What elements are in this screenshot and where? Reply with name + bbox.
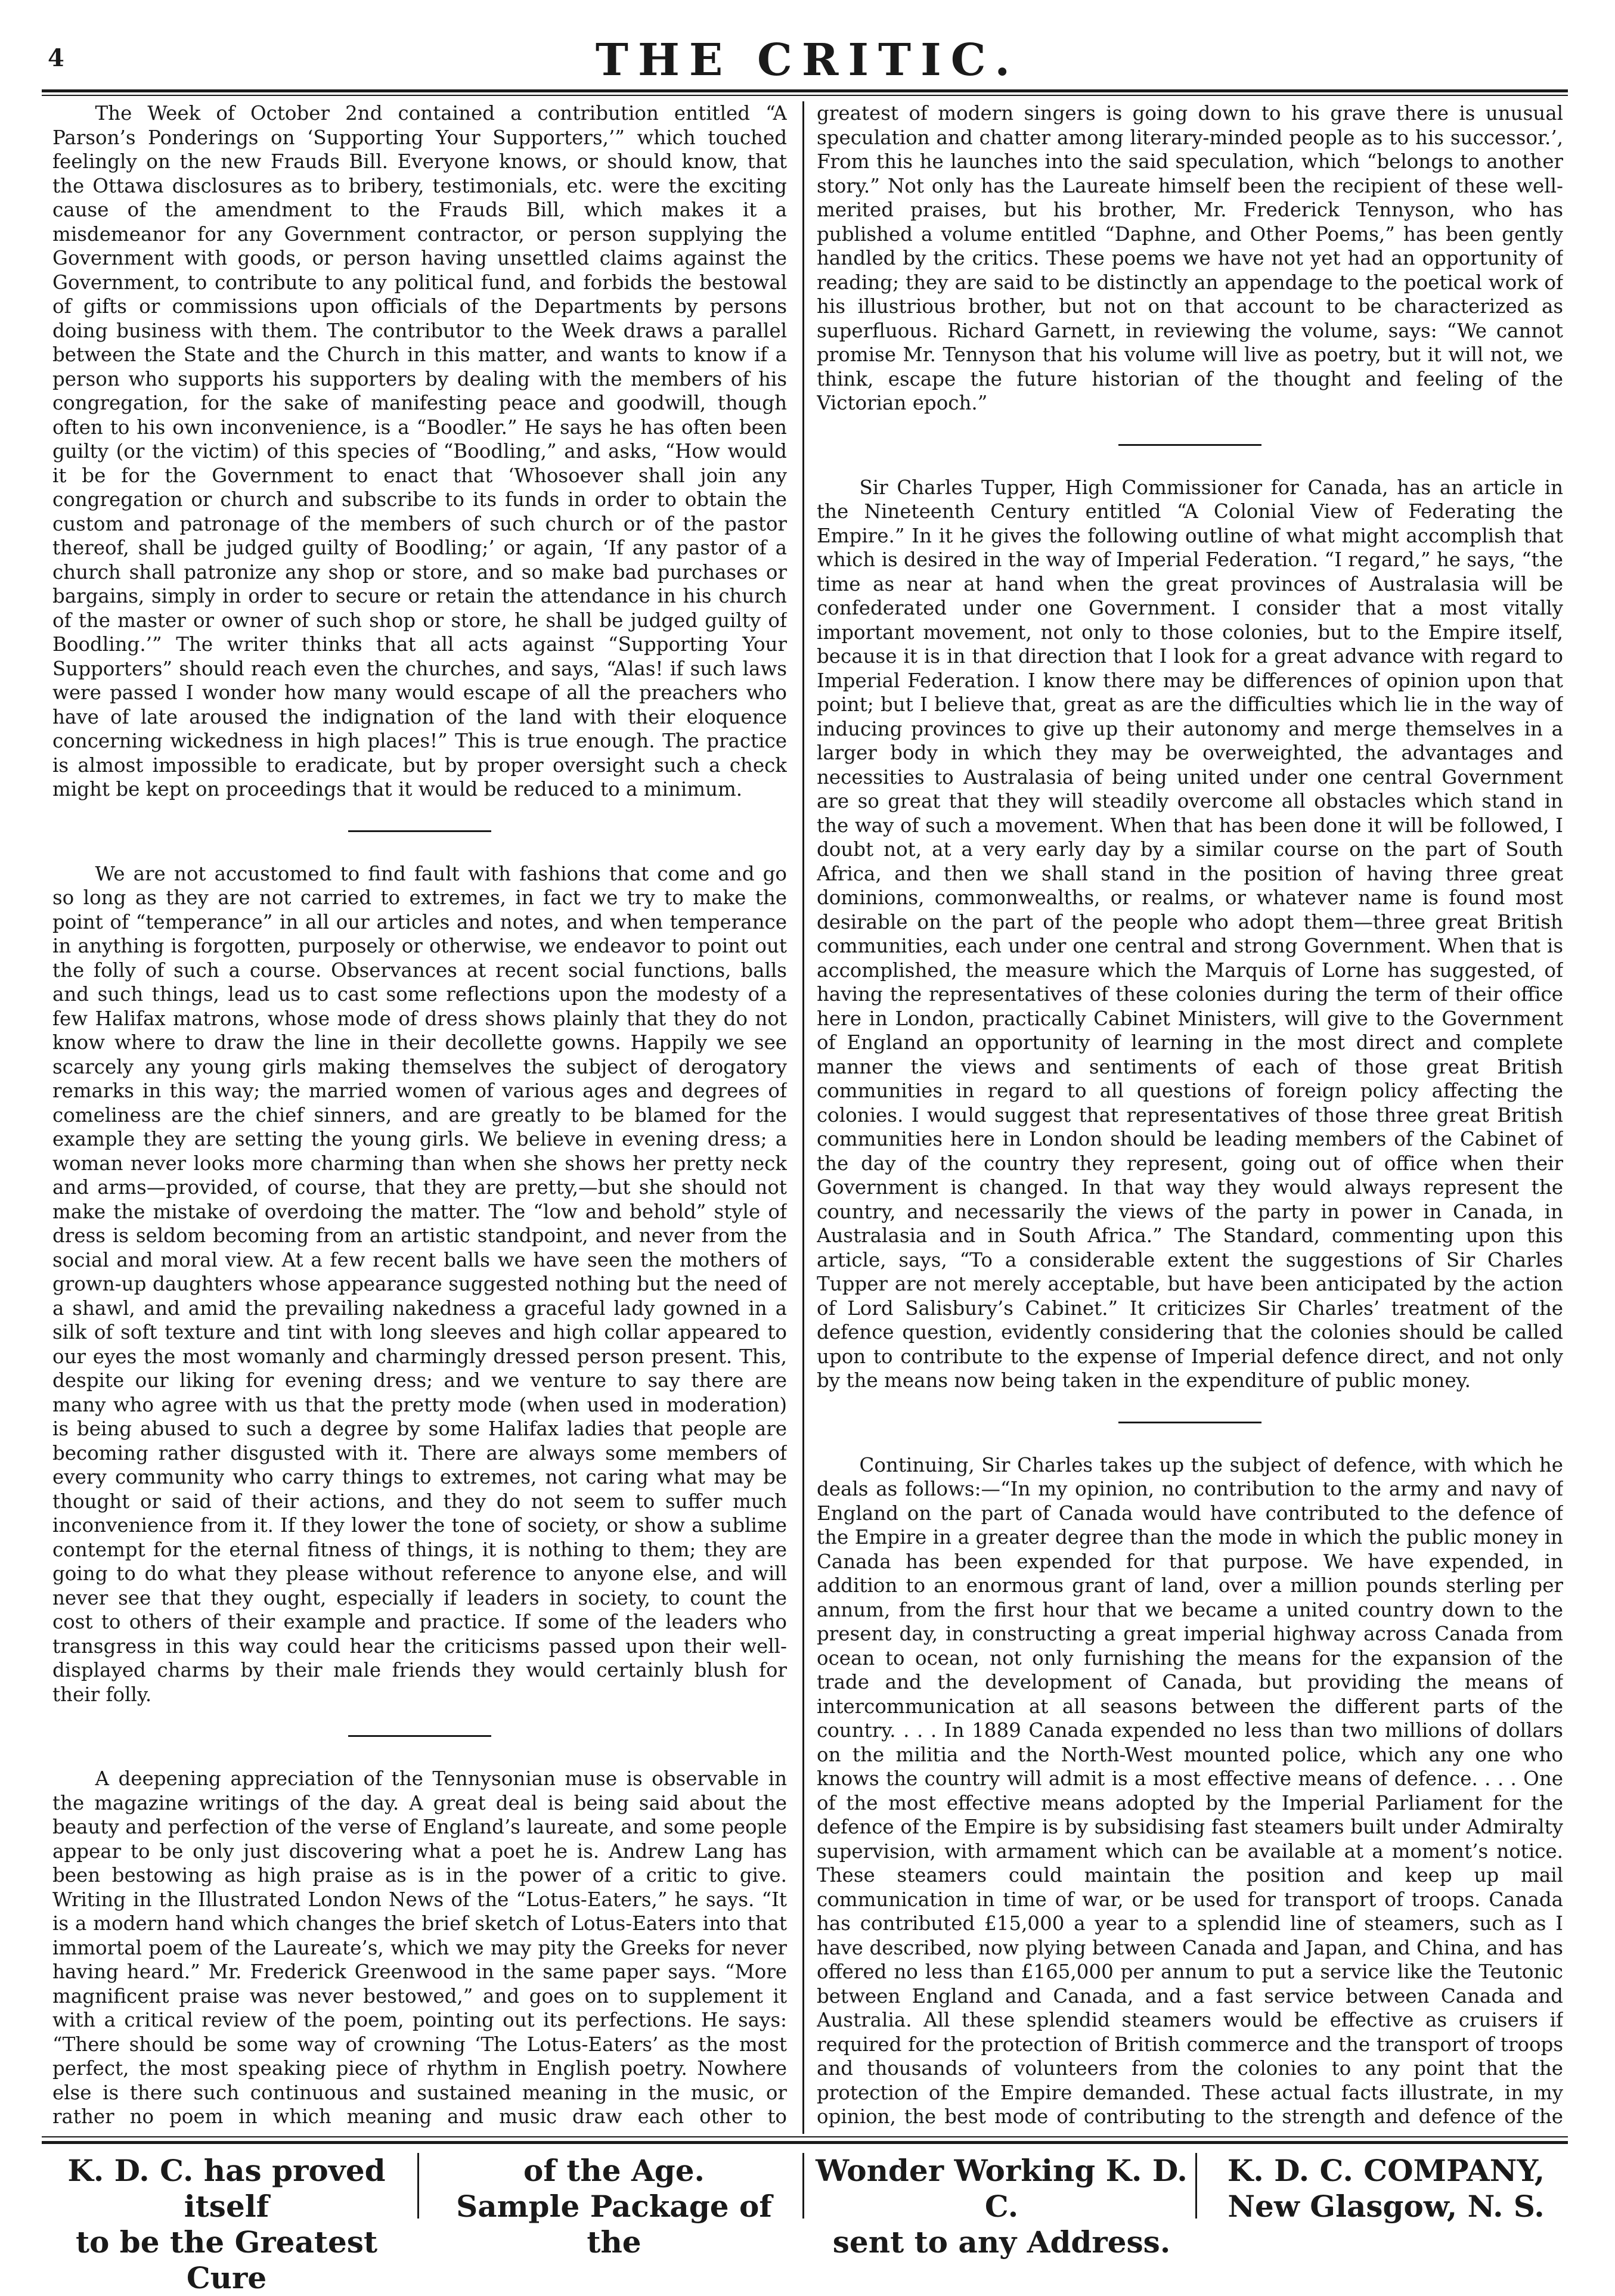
footer-ad-4-line1: K. D. C. COMPANY, [1227, 2153, 1545, 2188]
footer-ad-1-line1: K. D. C. has proved itself [67, 2153, 386, 2224]
footer-divider [1195, 2153, 1197, 2219]
article-imperial-federation: Sir Charles Tupper, High Commissioner for Canada, has an article in the Nineteenth Century entitled “A Colonial View of Federating the Empire.” In it he gives the following outline of what might accomplish that which is desired in the way of Imperial Federation. “I regard,” he says, “the time as near at hand when the great provinces of Australasia will be confederated under one Government. I consider that a most vitally important movement, not only to those colonies, but to the Empire itself, because it is in that direction that I look for a great advance with regard to Imperial Federation. I know there may be differences of opinion upon that point; but I believe that, great as are the difficulties which lie in the way of inducing provinces to give up their autonomy and merge themselves in a larger body in which they may be overweighted, the advantages and necessities to Australasia of being united under one central Government are so great that they will steadily overcome all obstacles which stand in the way of such a movement. When that has been done it will be followed, I doubt not, at a very early day by a similar course on the part of South Africa, and then we shall stand in the position of having three great dominions, commonwealths, or realms, or whatever name is found most desirable on the part of the people who adopt them—three great British communities, each under one central and strong Government. When that is accomplished, the measure which the Marquis of Lorne has suggested, of having the representatives of these colonies during the term of their office here in London, practically Cabinet Ministers, will give to the Government of England an opportunity of learning in the most direct and complete manner the views and sentiments of each of those great British communities in regard to all questions of foreign policy affecting the colonies. I would suggest that representatives of those three great British communities here in London should be leading members of the Cabinet of the day of the country they represent, going out of office when their Government is changed. In that way they would always represent the country, and necessarily the views of the party in power in Canada, in Australasia and in South Africa.” The Standard, commenting upon this article, says, “To a considerable extent the suggestions of Sir Charles Tupper are not merely acceptable, but have been anticipated by the action of Lord Salisbury’s Cabinet.” It criticizes Sir Charles’ treatment of the defence question, evidently considering that the colonies should be called upon to contribute to the expense of Imperial defence direct, and not only by the means now being taken in the expenditure of public money. [817, 476, 1563, 1392]
right-column [817, 101, 1563, 2128]
footer-divider [417, 2153, 419, 2219]
footer-rule-bottom [42, 2141, 1568, 2144]
footer-ad-band [0, 2146, 1615, 2295]
footer-ad-2 [429, 2153, 799, 2260]
column-divider [802, 101, 804, 2134]
page-number: 4 [48, 44, 64, 72]
article-separator [1118, 1422, 1261, 1423]
footer-rule-top [42, 2136, 1568, 2137]
header-rule-top [42, 89, 1568, 92]
footer-ad-3-line2: sent to any Address. [832, 2224, 1171, 2260]
footer-ad-2-line1: of the Age. [523, 2153, 705, 2188]
footer-ad-1 [42, 2153, 411, 2296]
article-tennyson-continued: greatest of modern singers is going down to his grave there is unusual speculation and chatter among literary-minded people as to his successor.’, From this he launches into the said speculation, which “belongs to another story.” Not only has the Laureate himself been the recipient of these well-merited praises, but his brother, Mr. Frederick Tennyson, who has published a volume entitled “Daphne, and Other Poems,” has been gently handled by the critics. These poems we have not yet had an opportunity of reading; they are said to be distinctly an appendage to the poetical work of his illustrious brother, but not on that account to be characterized as superfluous. Richard Garnett, in reviewing the volume, says: “We cannot promise Mr. Tennyson that his volume will live as poetry, but it will not, we think, escape the future historian of the thought and feeling of the Victorian epoch.” [817, 102, 1563, 414]
article-separator [1118, 444, 1261, 446]
article-tennyson: A deepening appreciation of the Tennysonian muse is observable in the magazine writings of the day. A great deal is being said about the beauty and perfection of the verse of England’s laureate, and some people appear to be only just discovering what a poet he is. Andrew Lang has been bestowing as high praise as is in the power of a critic to give. Writing in the Illustrated London News of the “Lotus-Eaters,” he says. “It is a modern hand which changes the brief sketch of Lotus-Eaters into that immortal poem of the Laureate’s, which we may pity the Greeks for never having heard.” Mr. Frederick Greenwood in the same paper says. “More magnificent praise was never bestowed,” and goes on to supplement it with a critical review of the poem, pointing out its perfections. He says: “There should be some way of crowning ‘The Lotus-Eaters’ as the most perfect, the most speaking piece of rhythm in English poetry. Nowhere else is there such continuous and sustained meaning in the music, or rather no poem in which meaning and music draw each other to [52, 1767, 787, 2128]
article-separator [348, 1735, 491, 1737]
footer-ad-3 [811, 2153, 1192, 2260]
footer-ad-2-line2: Sample Package of the [456, 2189, 772, 2260]
footer-ad-3-line1: Wonder Working K. D. C. [816, 2153, 1188, 2224]
footer-ad-4-line2: New Glasgow, N. S. [1227, 2189, 1545, 2224]
masthead: THE CRITIC. [595, 35, 1020, 86]
article-defence: Continuing, Sir Charles takes up the subject of defence, with which he deals as follows:—“In my opinion, no contribution to the army and navy of England on the part of Canada would have contributed to the defence of the Empire in a greater degree than the mode in which the public money in Canada has been expended for that purpose. We have expended, in addition to an enormous grant of land, over a million pounds sterling per annum, from the first hour that we became a united country down to the present day, in constructing a great imperial highway across Canada from ocean to ocean, not only furnishing the means for the expansion of the trade and the development of Canada, but providing the means of intercommunication at all seasons between the different parts of the country. . . . In 1889 Canada expended no less than two millions of dollars on the militia and the North-West mounted police, which any one who knows the country will admit is a most effective means of defence. . . . One of the most effective means adopted by the Imperial Parliament for the defence of the Empire is by subsidising fast steamers built under Admiralty supervision, with armament which can be available at a moment’s notice. These steamers could maintain the position and keep up mail communication in time of war, or be used for transport of troops. Canada has contributed £15,000 a year to a splendid line of steamers, such as I have described, now plying between Canada and Japan, and China, and has offered no less than £165,000 per annum to put a service like the Teutonic between England and Canada, and a fast service between Canada and Australia. All these splendid steamers would be effective as cruisers if required for the protection of British commerce and the transport of troops and thousands of volunteers from the colonies to any point that the protection of the Empire demanded. These actual facts illustrate, in my opinion, the best mode of contributing to the strength and defence of the [817, 1453, 1563, 2128]
header-rule-bottom [42, 95, 1568, 96]
footer-ad-1-line2: to be the Greatest Cure [75, 2224, 378, 2295]
article-evening-dress: We are not accustomed to find fault with fashions that come and go so long as they are not carried to extremes, in fact we try to make the point of “temperance” in all our articles and notes, and when temperance in anything is forgotten, purposely or otherwise, we endeavor to point out the folly of such a course. Observances at recent social functions, balls and such things, lead us to cast some reflections upon the modesty of a few Halifax matrons, whose mode of dress shows plainly that they do not know where to draw the line in their decollette gowns. Happily we see scarcely any young girls making themselves the subject of derogatory remarks in this way; the married women of various ages and degrees of comeliness are the chief sinners, and are greatly to be blamed for the example they are setting the young girls. We believe in evening dress; a woman never looks more charming than when she shows her pretty neck and arms—provided, of course, that they are pretty,—but she should not make the mistake of overdoing the matter. The “low and behold” style of dress is seldom becoming from an artistic standpoint, and never from the social and moral view. At a few recent balls we have seen the mothers of grown-up daughters whose appearance suggested nothing but the need of a shawl, and amid the prevailing nakedness a graceful lady gowned in a silk of soft texture and tint with long sleeves and high collar appeared to our eyes the most womanly and charmingly dressed person present. This, despite our liking for evening dress; and we venture to say there are many who agree with us that the pretty mode (when used in moderation) is being abused to such a degree by some Halifax ladies that people are becoming rather disgusted with it. There are always some members of every community who carry things to extremes, not caring what may be thought or said of their actions, and they do not seem to suffer much inconvenience from it. If they lower the tone of society, or show a sublime contempt for the eternal fitness of things, it is nothing to them; they are going to do what they please without reference to anyone else, and will never see that they ought, especially if leaders in society, to count the cost to others of their example and practice. If some of the leaders who transgress in this way could hear the criticisms passed upon their well-displayed charms by their male friends they would certainly blush for their folly. [52, 862, 787, 1706]
footer-ad-4 [1204, 2153, 1568, 2224]
left-column [52, 101, 787, 2128]
article-separator [348, 830, 491, 832]
article-frauds-bill: The Week of October 2nd contained a contribution entitled “A Parson’s Ponderings on ‘Supporting Your Supporters,’” which touched feelingly on the new Frauds Bill. Everyone knows, or should know, that the Ottawa disclosures as to bribery, testimonials, etc. were the exciting cause of the amendment to the Frauds Bill, which makes it a misdemeanor for any Government contractor, or person supplying the Government with goods, or person having unsettled claims against the Government, to contribute to any political fund, and forbids the bestowal of gifts or commissions upon officials of the Departments by persons doing business with them. The contributor to the Week draws a parallel between the State and the Church in this matter, and wants to know if a person who supports his supporters by dealing with the members of his congregation, for the sake of manifesting peace and goodwill, though often to his own inconvenience, is a “Boodler.” He says he has often been guilty (or the victim) of this species of “Boodling,” and asks, “How would it be for the Government to enact that ‘Whosoever shall join any congregation or church and subscribe to its funds in order to obtain the custom and patronage of the members of such church or of the pastor thereof, shall be judged guilty of Boodling;’ or again, ‘If any pastor of a church shall patronize any shop or store, and so make bad purchases or bargains, simply in order to secure or retain the attendance in his church of the master or owner of such shop or store, he shall be judged guilty of Boodling.’” The writer thinks that all acts against “Supporting Your Supporters” should reach even the churches, and says, “Alas! if such laws were passed I wonder how many would escape of all the preachers who have of late aroused the indignation of the land with their eloquence concerning wickedness in high places!” This is true enough. The practice is almost impossible to eradicate, but by proper oversight such a check might be kept on proceedings that it would be reduced to a minimum. [52, 102, 787, 801]
footer-divider [802, 2153, 804, 2219]
